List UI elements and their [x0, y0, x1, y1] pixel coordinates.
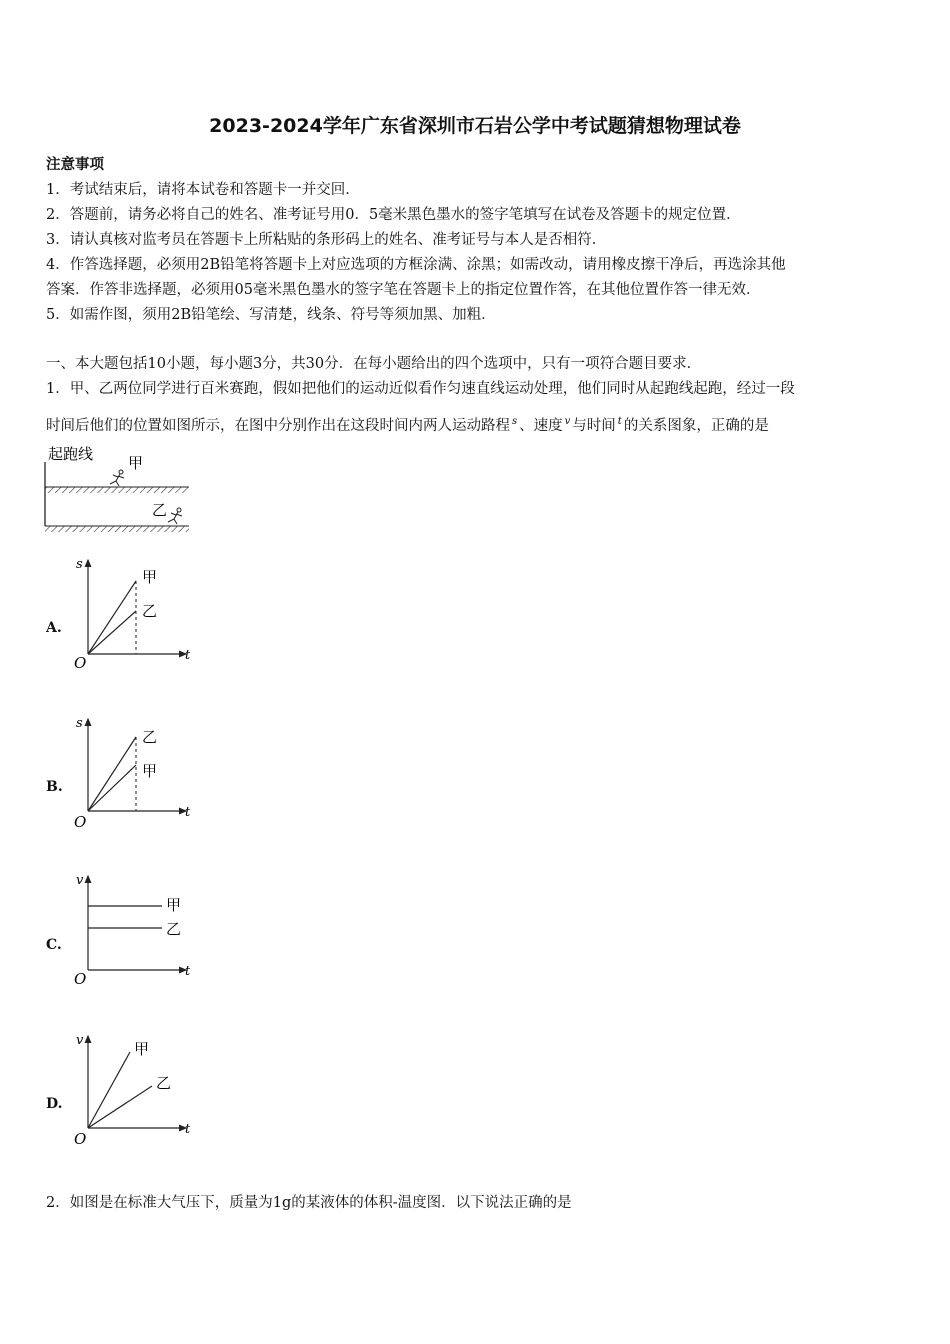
notice-item: 2．答题前，请务必将自己的姓名、准考证号用0．5毫米黑色墨水的签字笔填写在试卷及答题卡的规定位置． [46, 207, 741, 223]
lower-line-label: 乙 [142, 602, 158, 620]
origin-label: O [74, 813, 87, 831]
runner-yi-label: 乙 [152, 501, 168, 519]
line-jia [88, 1052, 130, 1128]
option-d-graph[interactable] [72, 1032, 202, 1147]
option-b-label[interactable]: B. [46, 779, 63, 795]
notice-heading: 注意事项 [46, 156, 104, 173]
option-c-label[interactable]: C. [46, 937, 62, 953]
notice-item: 3．请认真核对监考员在答题卡上所粘贴的条形码上的姓名、准考证号与本人是否相符． [46, 232, 607, 248]
origin-label: O [74, 1130, 87, 1148]
line-jia [88, 765, 136, 811]
lower-line-label: 乙 [166, 920, 182, 938]
question-1-line-2: 时间后他们的位置如图所示，在图中分别作出在这段时间内两人运动路程 $^s$ 、速度 $^v$ 与时间 $^t$ 的关系图象，正确的是 [46, 416, 769, 434]
upper-line-label: 甲 [134, 1040, 150, 1058]
symbol-v: v [564, 416, 571, 428]
option-c-graph[interactable] [72, 872, 202, 987]
y-axis-label: v [76, 873, 84, 888]
start-line-label: 起跑线 [48, 445, 94, 463]
question-2: 2．如图是在标准大气压下，质量为1g的某液体的体积-温度图．以下说法正确的是 [46, 1195, 572, 1211]
upper-line-label: 甲 [166, 896, 182, 914]
notice-item: 4．作答选择题，必须用2B铅笔将答题卡上对应选项的方框涂满、涂黑；如需改动，请用橡皮擦干净后，再选涂其他 [46, 257, 786, 273]
runner-jia-icon [110, 470, 124, 486]
lower-line-label: 甲 [142, 762, 158, 780]
x-axis-label: t [185, 805, 191, 820]
notice-item: 答案．作答非选择题，必须用05毫米黑色墨水的签字笔在答题卡上的指定位置作答，在其他位置作答一律无效． [46, 282, 761, 298]
symbol-s: s [512, 416, 518, 428]
runner-yi-icon [168, 508, 182, 524]
option-b-graph[interactable] [72, 715, 202, 830]
y-axis-label: v [76, 1033, 84, 1048]
lane-bottom [45, 526, 189, 532]
line-yi [88, 737, 136, 811]
option-a-label[interactable]: A. [46, 620, 62, 636]
notice-item: 5．如需作图，须用2B铅笔绘、写清楚，线条、符号等须加黑、加粗． [46, 307, 496, 323]
option-d-label[interactable]: D. [46, 1096, 63, 1112]
x-axis-label: t [185, 964, 191, 979]
lane-divider [45, 487, 189, 493]
y-axis-label: s [76, 557, 83, 572]
upper-line-label: 甲 [142, 568, 158, 586]
page-title: 2023-2024学年广东省深圳市石岩公学中考试题猜想物理试卷 [209, 115, 741, 137]
notice-item: 1．考试结束后，请将本试卷和答题卡一并交回． [46, 182, 360, 198]
x-axis-label: t [185, 648, 191, 663]
origin-label: O [74, 970, 87, 988]
question-1-line-1: 1．甲、乙两位同学进行百米赛跑，假如把他们的运动近似看作匀速直线运动处理，他们同时从起跑线起跑，经过一段 [46, 381, 795, 397]
option-a-graph[interactable] [72, 556, 202, 671]
lower-line-label: 乙 [156, 1074, 172, 1092]
x-axis-label: t [185, 1122, 191, 1137]
symbol-t: t [617, 416, 622, 428]
section-heading: 一、本大题包括10小题，每小题3分，共30分．在每小题给出的四个选项中，只有一项符合题目要求． [46, 356, 702, 372]
upper-line-label: 乙 [142, 728, 158, 746]
y-axis-label: s [76, 716, 83, 731]
track-figure [44, 440, 194, 540]
line-yi [88, 1086, 152, 1128]
origin-label: O [74, 654, 87, 672]
runner-jia-label: 甲 [128, 454, 144, 472]
